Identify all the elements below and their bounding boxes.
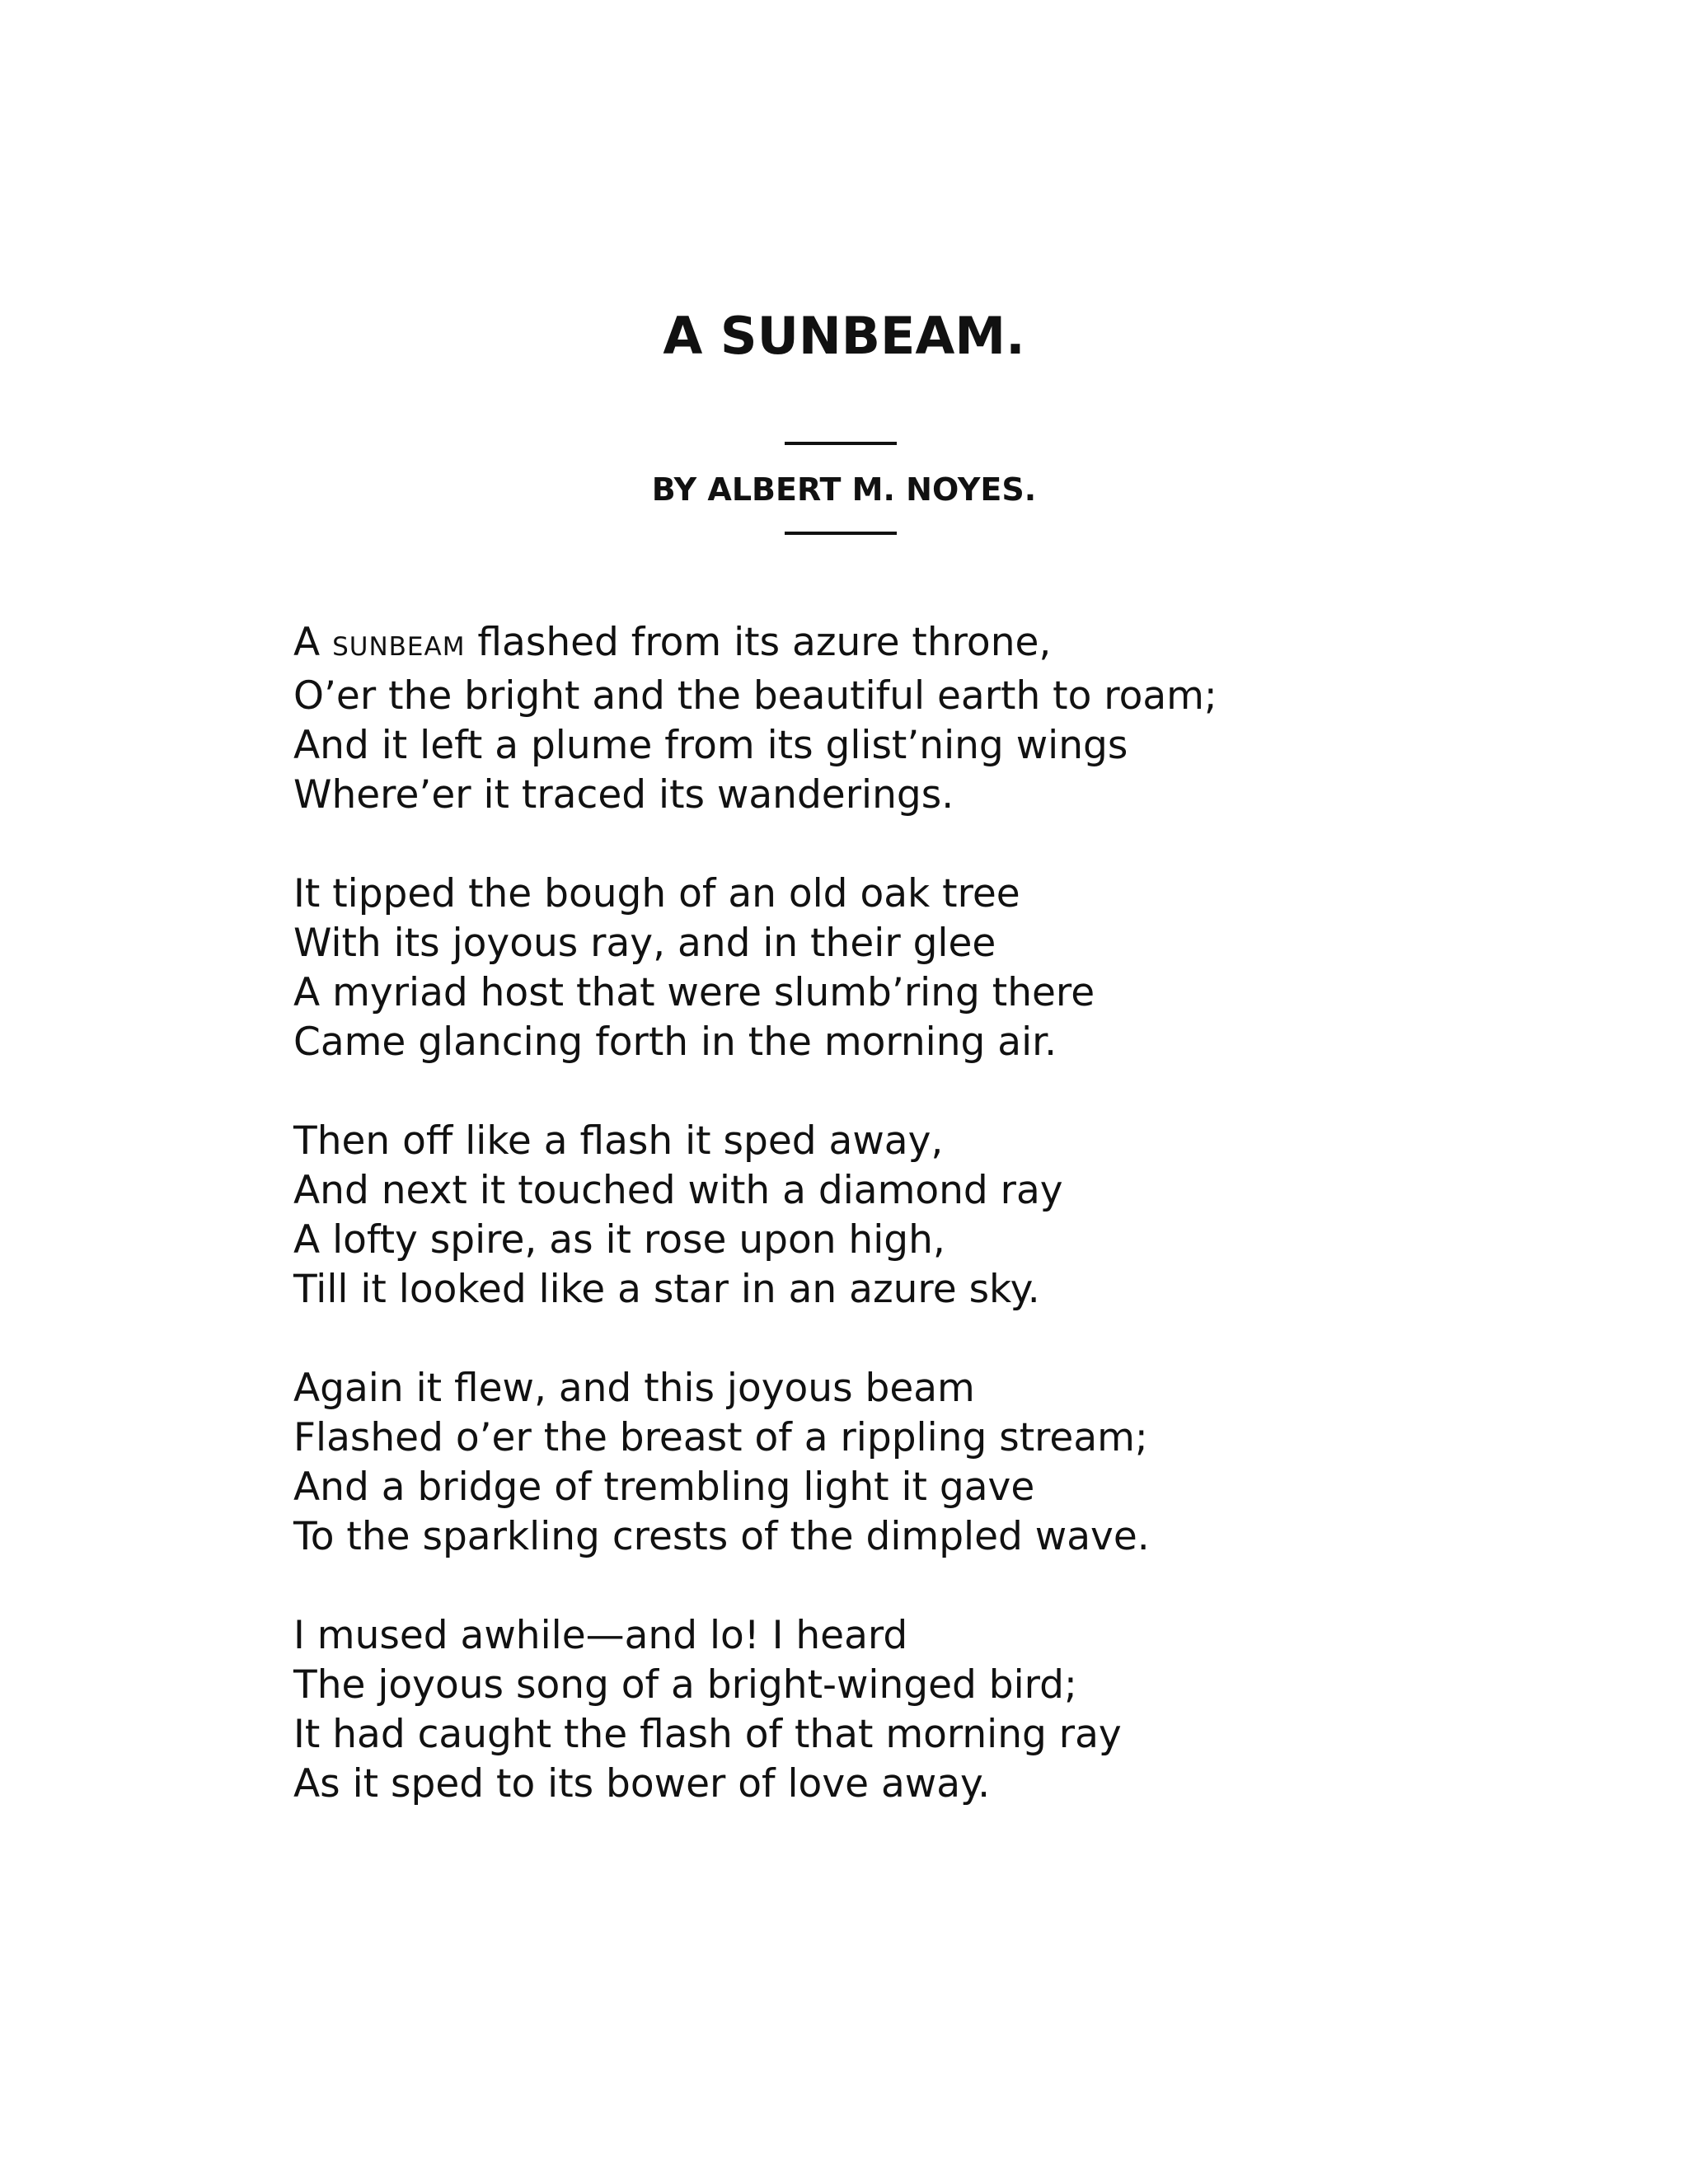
title-divider-bottom — [785, 532, 897, 535]
poem-line: Again it flew, and this joyous beam — [293, 1366, 975, 1411]
poem-line: With its joyous ray, and in their glee — [293, 921, 996, 966]
poem-line: To the sparkling crests of the dimpled wave. — [293, 1514, 1150, 1559]
poem-line: As it sped to its bower of love away. — [293, 1761, 991, 1807]
poem-line: I mused awhile—and lo! I heard — [293, 1613, 908, 1658]
poem-line-1 — [293, 618, 1530, 672]
poem-title: A SUNBEAM. — [663, 306, 1025, 366]
poem-line: Then off like a flash it sped away, — [293, 1118, 944, 1164]
poem-line: O’er the bright and the beautiful earth to roam; — [293, 673, 1217, 719]
poem-body — [293, 618, 1530, 1858]
stanza-1 — [293, 618, 1530, 820]
poem-line: It tipped the bough of an old oak tree — [293, 871, 1020, 916]
poem-line: A lofty spire, as it rose upon high, — [293, 1217, 945, 1263]
poem-line: And a bridge of trembling light it gave — [293, 1465, 1035, 1510]
stanza-5 — [293, 1611, 1530, 1809]
stanza-2 — [293, 869, 1530, 1067]
poem-line: A myriad host that were slumb’ring there — [293, 970, 1095, 1015]
poem-line: Flashed o’er the breast of a rippling stream; — [293, 1415, 1148, 1460]
author-byline: BY ALBERT M. NOYES. — [651, 471, 1037, 508]
poem-line: And next it touched with a diamond ray — [293, 1168, 1063, 1213]
title-divider-top — [785, 442, 897, 445]
first-word: A — [293, 620, 321, 665]
poem-line: And it left a plume from its glist’ning wings — [293, 723, 1128, 768]
poem-line: It had caught the flash of that morning ray — [293, 1712, 1122, 1757]
poem-line: Till it looked like a star in an azure sky. — [293, 1267, 1040, 1312]
stanza-4 — [293, 1364, 1530, 1562]
first-word-smallcaps: SUNBEAM — [332, 632, 466, 662]
first-line-rest: flashed from its azure throne, — [465, 620, 1052, 665]
poem-line: Where’er it traced its wanderings. — [293, 772, 954, 818]
stanza-3 — [293, 1117, 1530, 1315]
poem-line: The joyous song of a bright-winged bird; — [293, 1662, 1077, 1708]
poem-line: Came glancing forth in the morning air. — [293, 1019, 1057, 1065]
